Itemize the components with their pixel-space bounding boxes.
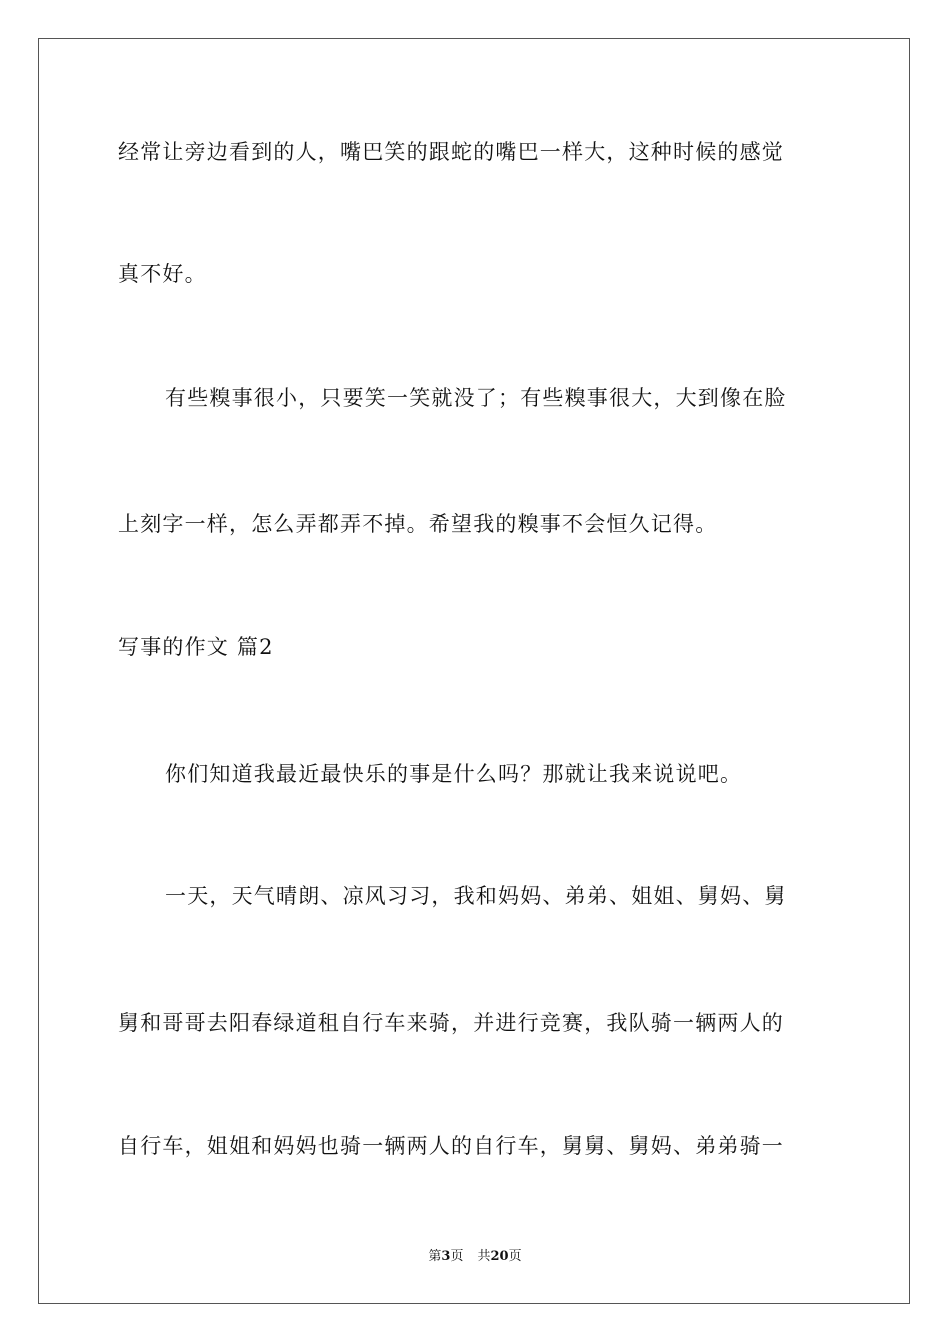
page-suffix: 页: [450, 1249, 464, 1264]
page-footer: [0, 1248, 950, 1266]
page-prefix: 第: [428, 1249, 442, 1264]
paragraph-4-line-3: 自行车，姐姐和妈妈也骑一辆两人的自行车，舅舅、舅妈、弟弟骑一: [118, 1134, 784, 1158]
total-pages: 20: [490, 1249, 509, 1264]
paragraph-2-line-2: 上刻字一样，怎么弄都弄不掉。希望我的糗事不会恒久记得。: [118, 512, 718, 536]
paragraph-1-line-2: 真不好。: [118, 262, 207, 286]
paragraph-4-line-2: 舅和哥哥去阳春绿道租自行车来骑，并进行竞赛，我队骑一辆两人的: [118, 1011, 784, 1035]
paragraph-1-line-1: 经常让旁边看到的人，嘴巴笑的跟蛇的嘴巴一样大，这种时候的感觉: [118, 140, 784, 164]
total-prefix: 共: [477, 1249, 491, 1264]
page-border: [38, 38, 910, 1304]
page-number: 3: [441, 1249, 451, 1264]
total-suffix: 页: [508, 1249, 522, 1264]
section-heading: 写事的作文 篇2: [118, 635, 274, 659]
paragraph-3-line-1: 你们知道我最近最快乐的事是什么吗？那就让我来说说吧。: [165, 762, 743, 786]
paragraph-4-line-1: 一天，天气晴朗、凉风习习，我和妈妈、弟弟、姐姐、舅妈、舅: [165, 884, 787, 908]
paragraph-2-line-1: 有些糗事很小，只要笑一笑就没了；有些糗事很大，大到像在脸: [165, 386, 787, 410]
